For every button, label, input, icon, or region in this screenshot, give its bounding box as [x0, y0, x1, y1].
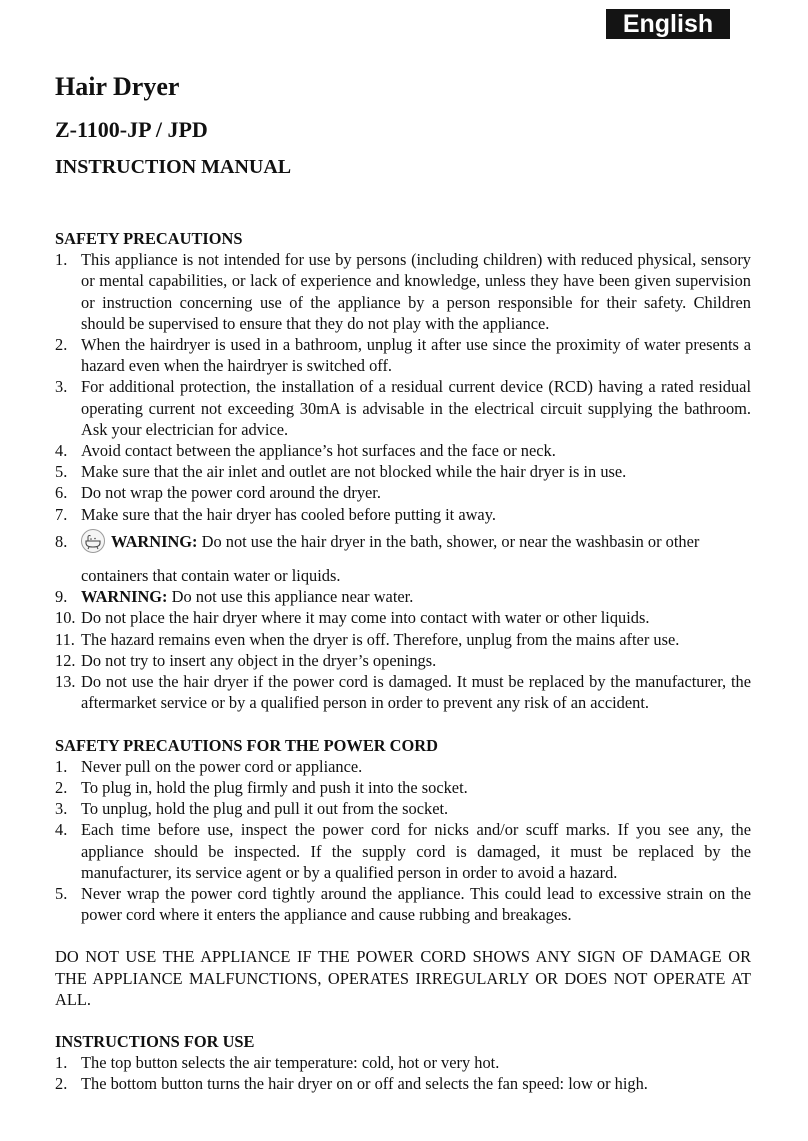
- list-item: [55, 334, 751, 376]
- item-text: The top button selects the air temperature: cold, hot or very hot.: [81, 1053, 500, 1073]
- power-cord-list: [55, 756, 751, 926]
- item-text: Make sure that the air inlet and outlet are not blocked while the hair dryer is in use.: [81, 462, 627, 482]
- list-item: [55, 1073, 751, 1094]
- list-item: [55, 440, 751, 461]
- item-number: 4.: [55, 820, 68, 840]
- list-item: [55, 883, 751, 925]
- list-item: [55, 798, 751, 819]
- manual-title: INSTRUCTION MANUAL: [55, 156, 292, 178]
- item-number: 4.: [55, 441, 68, 461]
- item-text: When the hairdryer is used in a bathroom, unplug it after use since the proximity of water presents a hazard even when the hairdryer is switched off.: [81, 335, 751, 376]
- item-number: 10.: [55, 608, 76, 628]
- item-number: 1.: [55, 250, 68, 270]
- bathtub-warning-icon: [81, 529, 105, 553]
- item-number: 9.: [55, 587, 68, 607]
- safety-heading: SAFETY PRECAUTIONS: [55, 229, 243, 248]
- item-number: 11.: [55, 629, 75, 649]
- item-number: 5.: [55, 883, 68, 903]
- warning-list-item: [55, 531, 751, 586]
- item-text: Each time before use, inspect the power cord for nicks and/or scuff marks. If you see any, the appliance should be inspected. If the supply cord is damaged, it must be replaced by the manufacturer, its service agent or by a qualified person in order to avoid a hazard.: [81, 820, 751, 882]
- list-item: [55, 819, 751, 883]
- list-item: [55, 1052, 751, 1073]
- list-item: [55, 249, 751, 334]
- document-title: Hair Dryer: [55, 72, 180, 101]
- item-number: 5.: [55, 462, 68, 482]
- item-number: 8.: [55, 531, 68, 551]
- power-cord-section: [55, 735, 751, 926]
- power-cord-heading: SAFETY PRECAUTIONS FOR THE POWER CORD: [55, 735, 438, 755]
- item-number: 12.: [55, 650, 76, 670]
- list-item: [55, 629, 751, 650]
- model-number: Z-1100-JP / JPD: [55, 117, 208, 142]
- item-number: 7.: [55, 504, 68, 524]
- safety-list: [55, 249, 751, 713]
- item-text: Do not place the hair dryer where it may come into contact with water or other liquids.: [81, 608, 650, 628]
- list-item: [55, 504, 751, 525]
- list-item: [55, 650, 751, 671]
- item-number: 13.: [55, 672, 76, 692]
- item-text: Do not use this appliance near water.: [167, 587, 414, 607]
- item-number: 2.: [55, 335, 68, 355]
- warning-label: WARNING:: [81, 587, 168, 607]
- item-text: Do not try to insert any object in the dryer’s openings.: [81, 650, 437, 670]
- language-badge: English: [606, 9, 730, 39]
- item-text: Never wrap the power cord tightly around the appliance. This could lead to excessive strain on the power cord where it enters the appliance and cause rubbing and breakages.: [81, 883, 751, 925]
- safety-section: [55, 228, 751, 714]
- item-number: 2.: [55, 777, 68, 797]
- item-text: Avoid contact between the appliance’s hot surfaces and the face or neck.: [81, 441, 556, 461]
- manual-page: [55, 68, 751, 1095]
- list-item: [55, 586, 751, 607]
- item-number: 3.: [55, 799, 68, 819]
- item-text: For additional protection, the installation of a residual current device (RCD) having a rated residual operating current not exceeding 30mA is advisable in the electrical circuit supplying the bathroom. Ask your electrician for advice.: [81, 377, 751, 439]
- list-item: [55, 376, 751, 440]
- item-number: 1.: [55, 1053, 68, 1073]
- item-text: Make sure that the hair dryer has cooled before putting it away.: [81, 504, 496, 524]
- instructions-section: [55, 1031, 751, 1095]
- list-item: [55, 461, 751, 482]
- item-text: This appliance is not intended for use by persons (including children) with reduced physical, sensory or mental capabilities, or lack of experience and knowledge, unless they have been given supervision or instruction concerning use of the appliance by a person responsible for their safety. Children should be supervised to ensure that they do not play with the appliance.: [81, 250, 751, 333]
- item-number: 6.: [55, 483, 68, 503]
- list-item: [55, 756, 751, 777]
- item-number: 3.: [55, 377, 68, 397]
- instructions-list: [55, 1052, 751, 1094]
- item-text: Do not use the hair dryer in the bath, shower, or near the washbasin or other: [197, 531, 700, 551]
- item-text: Do not use the hair dryer if the power cord is damaged. It must be replaced by the manufacturer, the aftermarket service or by a qualified person in order to prevent any risk of an accident.: [81, 672, 751, 713]
- item-text-continuation: containers that contain water or liquids.: [81, 566, 341, 586]
- instructions-heading: INSTRUCTIONS FOR USE: [55, 1031, 255, 1051]
- item-text: The bottom button turns the hair dryer on or off and selects the fan speed: low or high.: [81, 1074, 648, 1094]
- item-number: 2.: [55, 1074, 68, 1094]
- item-text: Do not wrap the power cord around the dryer.: [81, 483, 381, 503]
- item-text: To plug in, hold the plug firmly and push it into the socket.: [81, 777, 468, 797]
- list-item: [55, 671, 751, 713]
- item-number: 1.: [55, 756, 68, 776]
- item-text: The hazard remains even when the dryer is off. Therefore, unplug from the mains after use.: [81, 629, 680, 649]
- damage-notice: DO NOT USE THE APPLIANCE IF THE POWER CORD SHOWS ANY SIGN OF DAMAGE OR THE APPLIANCE MALFUNCTIONS, OPERATES IRREGULARLY OR DOES NOT OPERATE AT ALL.: [55, 947, 751, 1009]
- item-text: Never pull on the power cord or appliance.: [81, 756, 363, 776]
- warning-label: WARNING:: [111, 531, 198, 551]
- list-item: [55, 607, 751, 628]
- list-item: [55, 777, 751, 798]
- list-item: [55, 482, 751, 503]
- item-text: To unplug, hold the plug and pull it out from the socket.: [81, 799, 449, 819]
